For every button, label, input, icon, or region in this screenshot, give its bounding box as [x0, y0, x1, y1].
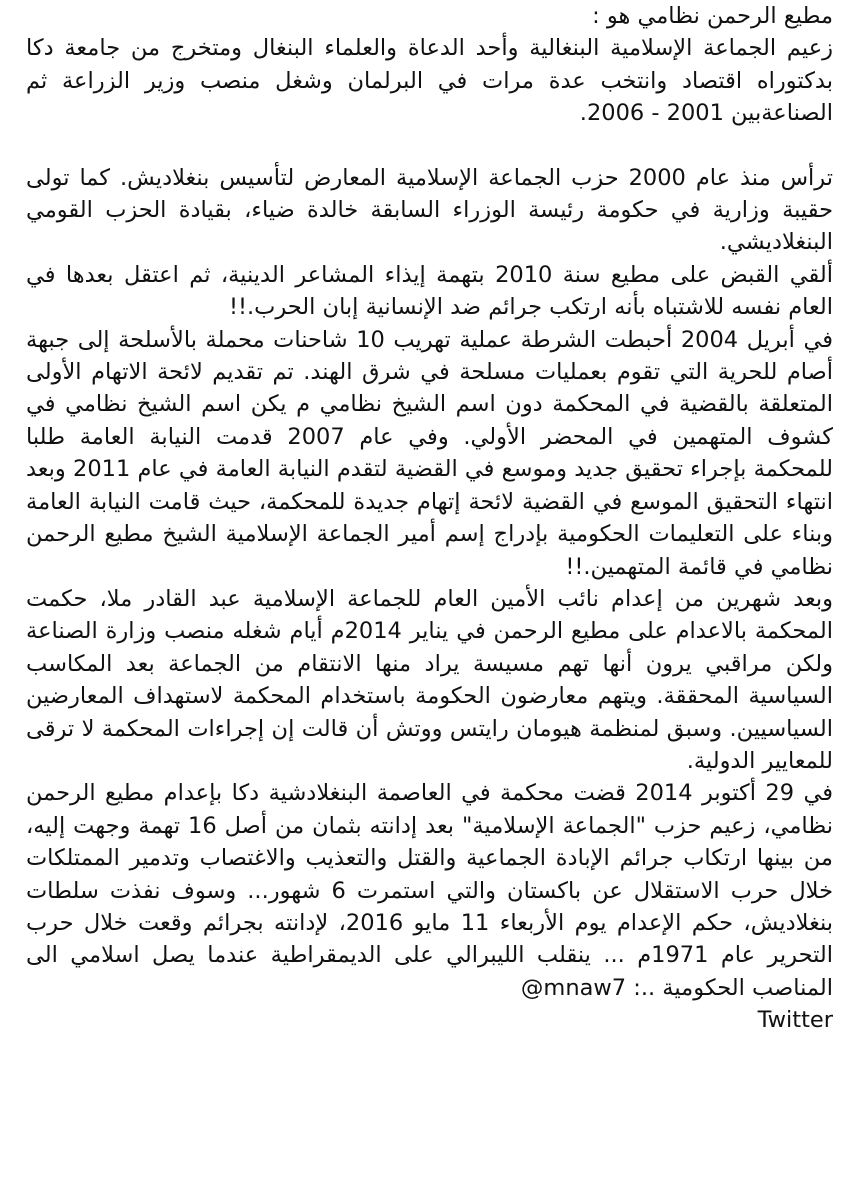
- twitter-label: Twitter: [757, 1007, 833, 1034]
- article-text: [26, 0, 833, 1004]
- paragraph-biography: زعيم الجماعة الإسلامية البنغالية وأحد الدعاة والعلماء البنغال ومتخرج من جامعة دكا بدكتوراه اقتصاد وانتخب عدة مرات في البرلمان وشغل منصب وزير الزراعة ثم الصناعةبين 2001 - 2006.: [26, 35, 833, 127]
- paragraph-party-leadership: ترأس منذ عام 2000 حزب الجماعة الإسلامية المعارض لتأسيس بنغلاديش. كما تولى حقيبة وزارية في حكومة رئيسة الوزراء السابقة خالدة ضياء، بقيادة الحزب القومي البنغلاديشي.: [26, 164, 833, 256]
- paragraph-execution: في 29 أكتوبر 2014 قضت محكمة في العاصمة البنغلادشية دكا بإعدام مطيع الرحمن نظامي، زعيم حزب "الجماعة الإسلامية" بعد إدانته بثمان من أصل 16 تهمة وجهت إليه، من بينها ارتكاب جرائم الإبادة الجماعية والقتل والتعذيب والاغتصاب وتدمير الممتلكات خلال حرب الاستقلال عن باكستان والتي استمرت 6 شهور... وسوف نفذت سلطات بنغلاديش، حكم الإعدام يوم الأربعاء 11 مايو 2016، لإدانته بجرائم وقعت خلال حرب التحرير عام 1971م ... ينقلب الليبرالي على الديمقراطية عندما يصل اسلامي الى المناصب الحكومية ..: mnaw7@: [26, 780, 833, 1001]
- intro-line: مطيع الرحمن نظامي هو :: [592, 3, 833, 29]
- paragraph-death-sentence: وبعد شهرين من إعدام نائب الأمين العام للجماعة الإسلامية عبد القادر ملا، حكمت المحكمة بالاعدام على مطيع الرحمن في يناير 2014م أيام شغله منصب وزارة الصناعة ولكن مراقبي يرون أنها تهم مسيسة يراد منها الانتقام من الجماعة بعد المكاسب السياسية المحققة. ويتهم معارضون الحكومة باستخدام المحكمة لاستهداف المعارضين السياسيين. وسبق لمنظمة هيومان رايتس ووتش أن قالت إن إجراءات المحكمة لا ترقى للمعايير الدولية.: [26, 585, 833, 774]
- paragraph-spacer: [26, 130, 833, 162]
- paragraph-arms-case: في أبريل 2004 أحبطت الشرطة عملية تهريب 10 شاحنات محملة بالأسلحة إلى جبهة أصام للحرية التي تقوم بعمليات مسلحة في شرق الهند. تم تقديم لائحة الاتهام الأولى المتعلقة بالقضية في المحكمة دون اسم الشيخ نظامي م يكن اسم الشيخ نظامي في كشوف المتهمين في المحضر الأولي. وفي عام 2007 قدمت النيابة العامة طلبا للمحكمة بإجراء تحقيق جديد وموسع في القضية لتقدم النيابة العامة في عام 2011 وبعد انتهاء التحقيق الموسع في القضية لائحة إتهام جديدة للمحكمة، حيث قامت النيابة العامة وبناء على التعليمات الحكومية بإدراج إسم أمير الجماعة الإسلامية الشيخ مطيع الرحمن نظامي في قائمة المتهمين.!!: [26, 326, 833, 580]
- paragraph-arrest: ألقي القبض على مطيع سنة 2010 بتهمة إيذاء المشاعر الدينية، ثم اعتقل بعدها في العام نفسه للاشتباه بأنه ارتكب جرائم ضد الإنسانية إبان الحرب.!!: [26, 261, 833, 321]
